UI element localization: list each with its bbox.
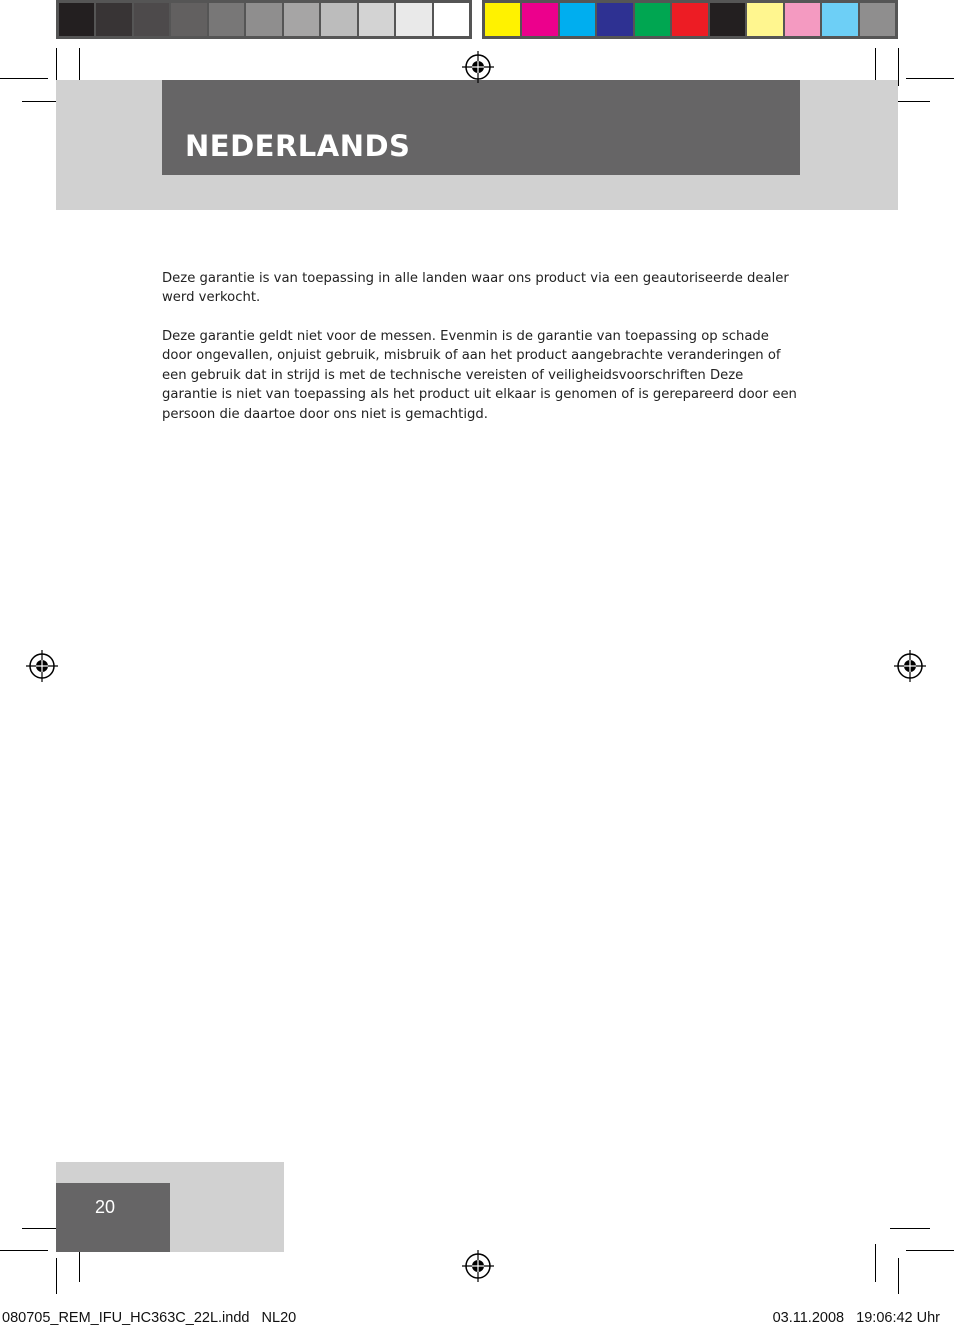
registration-mark-right-icon — [894, 650, 926, 682]
color-swatch-1 — [485, 3, 520, 36]
gray-swatch-9 — [359, 3, 394, 36]
slug-file-name: 080705_REM_IFU_HC363C_22L.indd NL20 — [2, 1310, 297, 1326]
gray-swatch-11 — [434, 3, 469, 36]
crop-mark-top-right-h1 — [906, 78, 954, 79]
color-swatch-8 — [747, 3, 782, 36]
crop-mark-bottom-right-v1 — [875, 1244, 876, 1282]
slug-timestamp: 03.11.2008 19:06:42 Uhr — [772, 1310, 940, 1326]
color-swatch-9 — [785, 3, 820, 36]
color-swatch-11 — [860, 3, 895, 36]
gray-swatch-4 — [171, 3, 206, 36]
color-swatch-6 — [672, 3, 707, 36]
color-swatch-3 — [560, 3, 595, 36]
color-swatch-2 — [522, 3, 557, 36]
crop-mark-bottom-right-h2 — [890, 1228, 930, 1229]
registration-mark-bottom-icon — [462, 1250, 494, 1282]
registration-mark-top-icon — [462, 51, 494, 83]
gray-swatch-5 — [209, 3, 244, 36]
registration-mark-left-icon — [26, 650, 58, 682]
gray-swatch-3 — [134, 3, 169, 36]
crop-mark-top-left-h1 — [0, 78, 48, 79]
crop-mark-bottom-right-v2 — [898, 1258, 899, 1294]
color-swatch-7 — [710, 3, 745, 36]
page-title: NEDERLANDS — [185, 129, 411, 163]
gray-swatch-7 — [284, 3, 319, 36]
crop-mark-bottom-left-h1 — [0, 1250, 48, 1251]
gray-swatch-2 — [96, 3, 131, 36]
color-swatch-10 — [822, 3, 857, 36]
gray-swatch-10 — [396, 3, 431, 36]
crop-mark-bottom-right-h1 — [906, 1250, 954, 1251]
page-number: 20 — [95, 1197, 116, 1217]
color-swatch-5 — [635, 3, 670, 36]
crop-mark-top-right-v2 — [898, 48, 899, 86]
warranty-paragraph-2: Deze garantie geldt niet voor de messen. Evenmin is de garantie van toepassing op schade door ongevallen, onjuist gebruik, misbruik of aan het product aangebrachte veranderingen of een gebruik dat in strijd is met de technische vereisten of veiligheidsvoorschriften Deze garantie is niet van toepassing als het product uit elkaar is genomen of is gerepareerd door een persoon die daartoe door ons niet is gemachtigd. — [162, 329, 797, 422]
grayscale-color-bar — [56, 0, 472, 39]
gray-swatch-8 — [321, 3, 356, 36]
gray-swatch-6 — [246, 3, 281, 36]
warranty-paragraph-1: Deze garantie is van toepassing in alle landen waar ons product via een geautoriseerde dealer werd verkocht. — [162, 271, 789, 306]
gray-swatch-1 — [59, 3, 94, 36]
crop-mark-bottom-left-v1 — [56, 1258, 57, 1294]
color-swatch-4 — [597, 3, 632, 36]
process-color-bar — [482, 0, 898, 39]
